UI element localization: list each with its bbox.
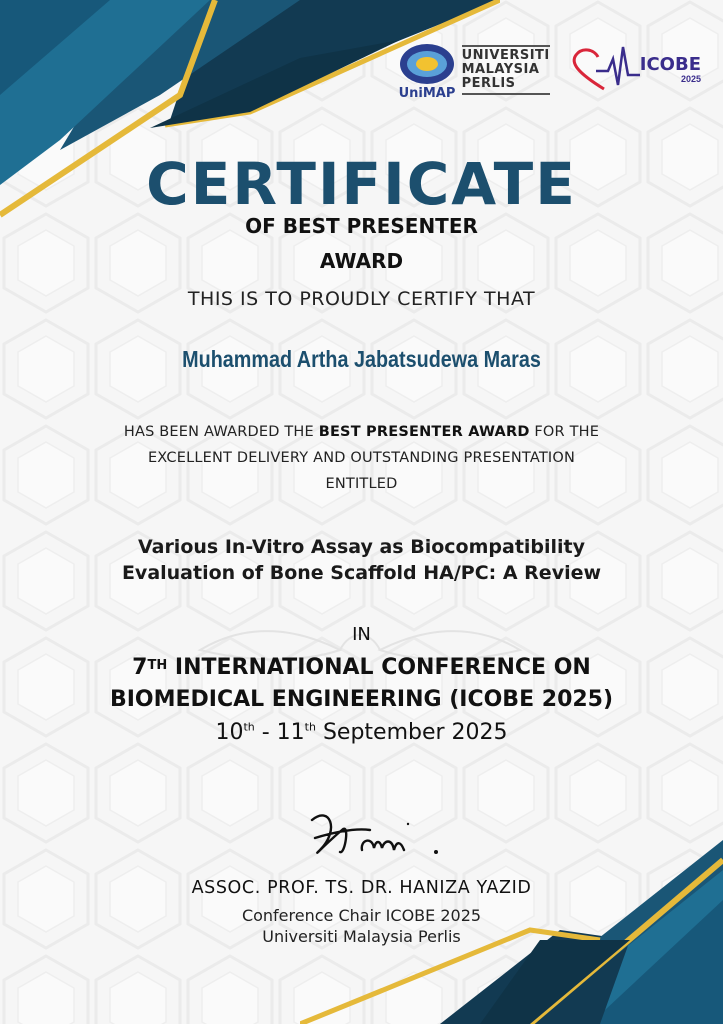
conf-sup: TH	[147, 658, 168, 673]
conf-line1: INTERNATIONAL CONFERENCE ON	[167, 655, 591, 680]
certify-line: THIS IS TO PROUDLY CERTIFY THAT	[187, 288, 536, 310]
unimap-logo-icon	[398, 40, 456, 100]
paper-title-line2: Evaluation of Bone Scaffold HA/PC: A Review	[121, 562, 602, 584]
certificate-subtitle-award: AWARD	[319, 249, 404, 273]
icobe-heart-icon	[568, 45, 640, 95]
body-bold: BEST PRESENTER AWARD	[318, 424, 530, 440]
logos-bar	[398, 40, 701, 100]
icobe-year: 2025	[680, 74, 701, 84]
certificate-subtitle: OF BEST PRESENTER	[245, 214, 478, 238]
body-part1: HAS BEEN AWARDED THE	[123, 424, 319, 440]
date-sup2: th	[304, 720, 316, 734]
award-description	[0, 419, 723, 497]
unimap-logo	[398, 40, 550, 100]
in-word: IN	[352, 624, 371, 645]
conference-date	[0, 720, 723, 745]
date-sup1: th	[243, 720, 255, 734]
paper-title	[0, 534, 723, 586]
unimap-line2: MALAYSIA	[461, 62, 540, 77]
date-sep: - 11	[254, 720, 305, 745]
paper-title-line1: Various In-Vitro Assay as Biocompatibility	[137, 536, 586, 558]
unimap-line1: UNIVERSITI	[461, 48, 550, 63]
signatory-role1: Conference Chair ICOBE 2025	[241, 906, 482, 925]
icobe-name: ICOBE	[639, 54, 701, 75]
signatory-role2: Universiti Malaysia Perlis	[262, 927, 461, 946]
signature	[300, 800, 450, 870]
recipient-name: Muhammad Artha Jabatsudewa Maras	[182, 346, 541, 372]
body-line3: ENTITLED	[325, 476, 398, 492]
unimap-wordmark	[462, 45, 550, 95]
date-day1: 10	[215, 720, 244, 745]
signatory-name: ASSOC. PROF. TS. DR. HANIZA YAZID	[191, 878, 532, 898]
conf-line2: BIOMEDICAL ENGINEERING (ICOBE 2025)	[109, 687, 614, 712]
conference-name	[0, 652, 723, 716]
certificate-title: CERTIFICATE	[146, 150, 577, 218]
unimap-mark: UniMAP	[398, 86, 456, 100]
body-line2: EXCELLENT DELIVERY AND OUTSTANDING PRESENTATION	[147, 450, 576, 466]
date-rest: September 2025	[315, 720, 508, 745]
conf-num: 7	[132, 655, 148, 680]
unimap-line3: PERLIS	[461, 76, 516, 91]
body-part2: FOR THE	[529, 424, 600, 440]
icobe-logo	[568, 45, 701, 95]
signatory-role	[0, 905, 723, 947]
